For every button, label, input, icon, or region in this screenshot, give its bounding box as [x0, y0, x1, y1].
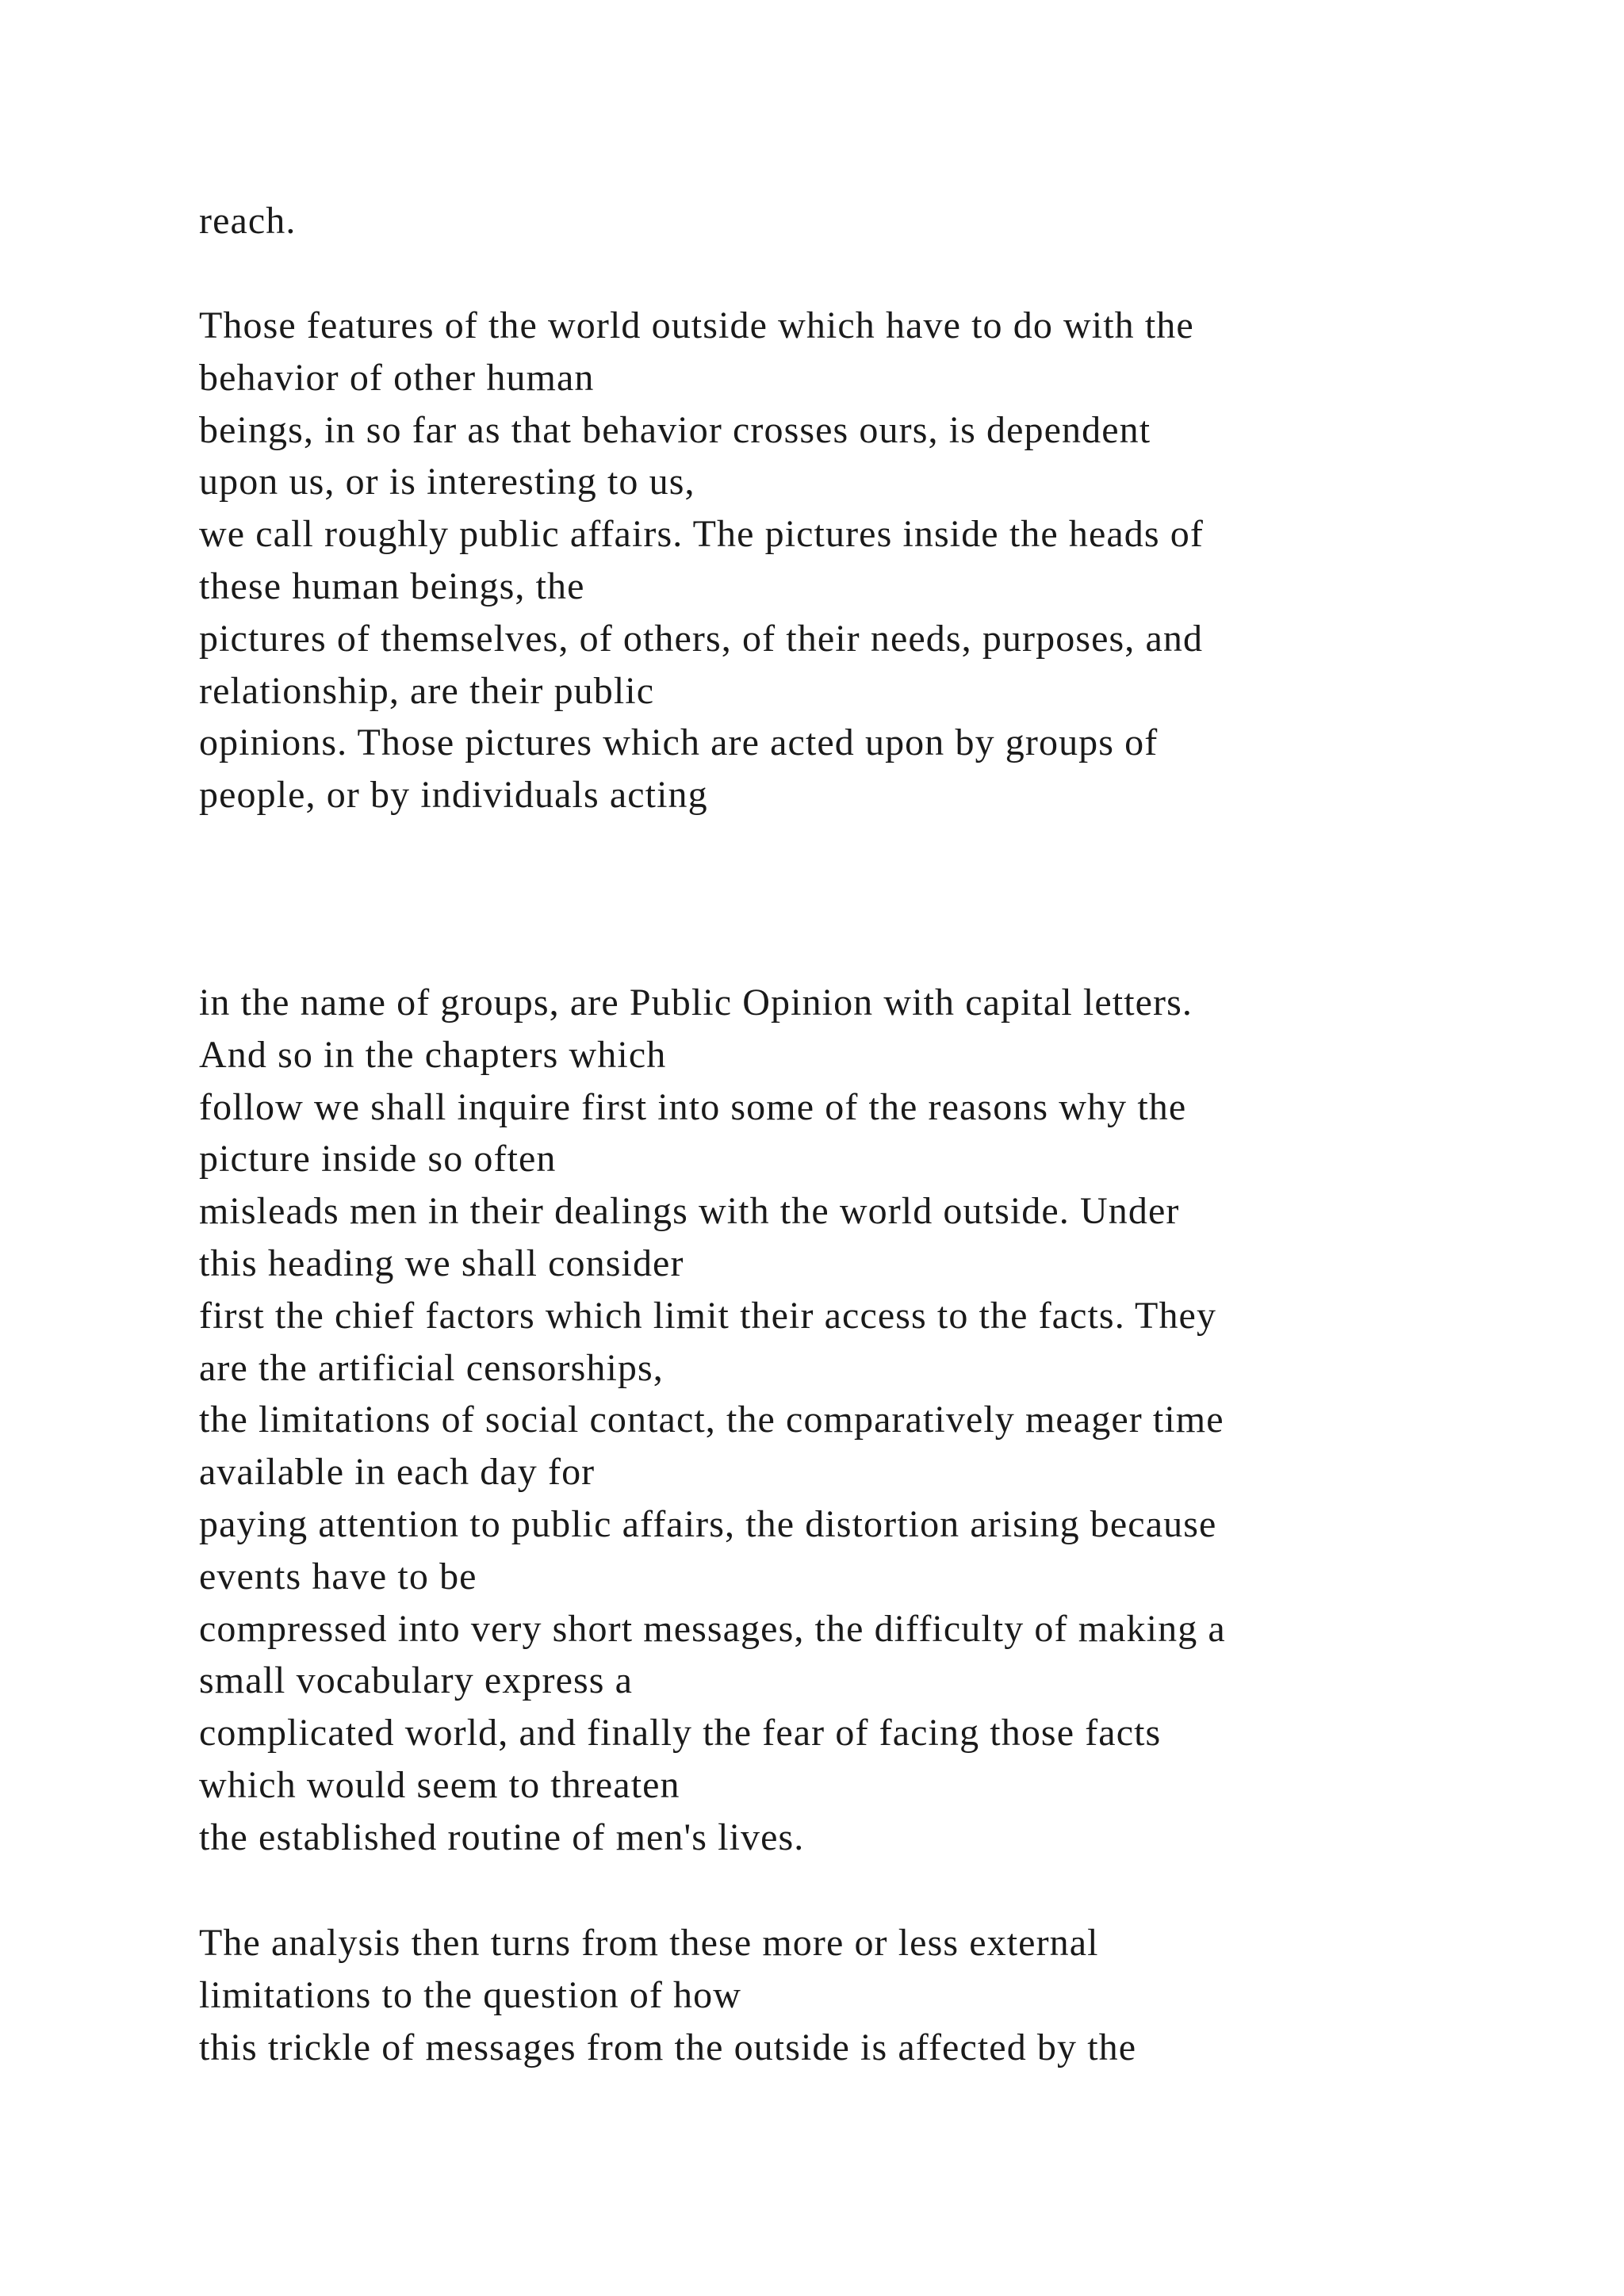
text-line: opinions. Those pictures which are acted upon by groups of: [199, 721, 1159, 764]
text-line: picture inside so often: [199, 1138, 557, 1181]
text-line: events have to be: [199, 1555, 477, 1598]
text-line: people, or by individuals acting: [199, 774, 708, 817]
text-line: the limitations of social contact, the comparatively meager time: [199, 1399, 1224, 1441]
text-line: first the chief factors which limit their access to the facts. They: [199, 1294, 1217, 1337]
text-line: And so in the chapters which: [199, 1033, 667, 1076]
text-line: we call roughly public affairs. The pictures inside the heads of: [199, 513, 1204, 556]
text-line: misleads men in their dealings with the world outside. Under: [199, 1190, 1180, 1233]
text-line: compressed into very short messages, the difficulty of making a: [199, 1607, 1226, 1650]
text-line: behavior of other human: [199, 356, 595, 399]
text-line: The analysis then turns from these more or less external: [199, 1922, 1099, 1964]
text-line: beings, in so far as that behavior crosses ours, is dependent: [199, 408, 1151, 451]
text-line: this heading we shall consider: [199, 1242, 684, 1284]
text-line: pictures of themselves, of others, of their needs, purposes, and: [199, 617, 1204, 660]
text-line: limitations to the question of how: [199, 1973, 742, 2016]
paragraph-4: [199, 1917, 1595, 2073]
text-line: which would seem to threaten: [199, 1763, 680, 1806]
text-line: upon us, or is interesting to us,: [199, 461, 695, 503]
paragraph-1: [199, 195, 1595, 247]
text-line: the established routine of men's lives.: [199, 1816, 805, 1858]
text-line: these human beings, the: [199, 564, 585, 607]
text-line: available in each day for: [199, 1451, 596, 1494]
text-line: complicated world, and finally the fear of facing those facts: [199, 1712, 1162, 1755]
text-line: Those features of the world outside which have to do with the: [199, 304, 1194, 346]
text-line: relationship, are their public: [199, 669, 655, 712]
text-line: small vocabulary express a: [199, 1659, 634, 1702]
text-line: follow we shall inquire first into some of the reasons why the: [199, 1085, 1187, 1128]
text-line: in the name of groups, are Public Opinion with capital letters.: [199, 982, 1193, 1024]
text-line: paying attention to public affairs, the distortion arising because: [199, 1502, 1217, 1545]
text-line: are the artificial censorships,: [199, 1346, 664, 1389]
text-line: this trickle of messages from the outside is affected by the: [199, 2026, 1137, 2068]
text-line: reach.: [199, 200, 297, 242]
paragraph-3: [199, 977, 1595, 1864]
paragraph-2: [199, 300, 1595, 821]
